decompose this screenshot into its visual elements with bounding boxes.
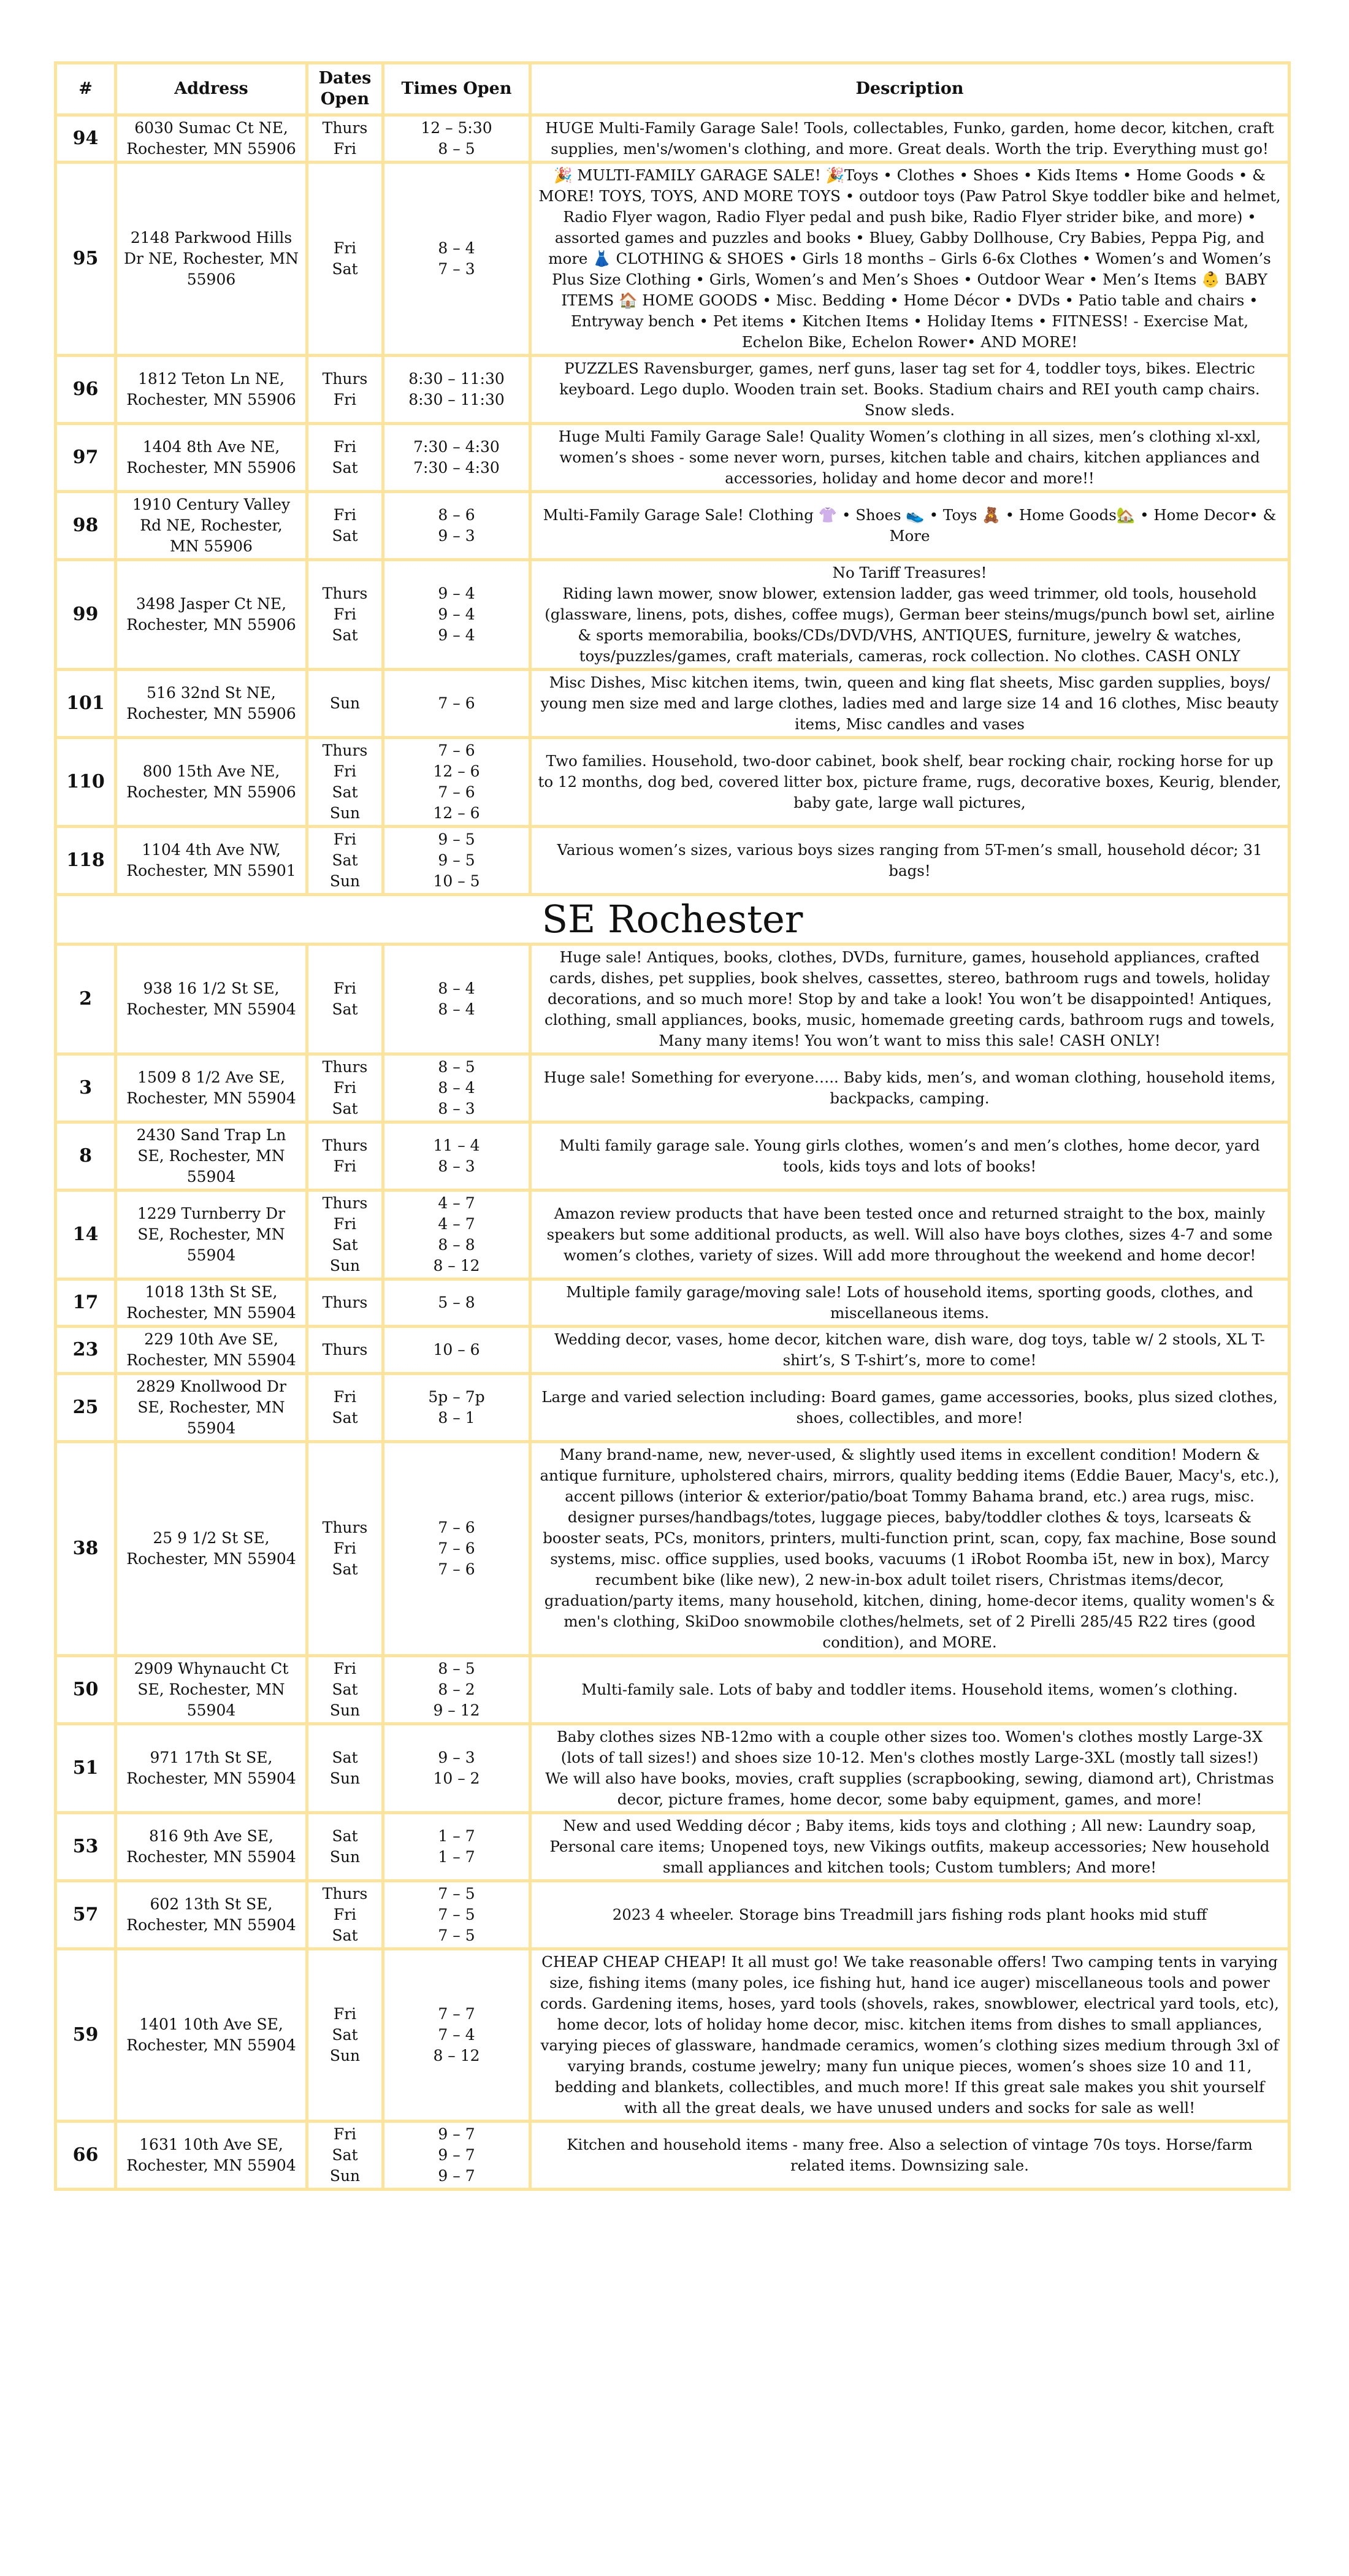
sale-times [383,356,530,424]
sale-times [383,1122,530,1190]
sale-dates [307,1949,383,2122]
sale-address: 1018 13th St SE, Rochester, MN 55904 [116,1279,307,1327]
time-open: 10 – 2 [433,1769,480,1787]
description-line: Riding lawn mower, snow blower, extension ladder, gas weed trimmer, old tools, household (glassware, linens, pots, dishes, coffee mugs), German beer steins/mugs/punch bowl set, airline & sports memorabilia, books/CDs/DVD/VHS, ANTIQUES, furniture, jewelry & watches, toys/puzzles/games, craft materials, cameras, rock collection. No clothes. CASH ONLY [545,585,1275,665]
sale-dates [307,945,383,1054]
date-open: Thurs [322,1885,368,1903]
table-row [56,1122,1290,1190]
time-open: 9 – 5 [438,830,475,848]
sale-address: 816 9th Ave SE, Rochester, MN 55904 [116,1813,307,1881]
time-open: 9 – 3 [438,527,475,545]
date-open: Sun [329,872,361,890]
sale-times [383,2122,530,2190]
sale-number: 99 [56,560,116,670]
time-open: 7:30 – 4:30 [413,438,500,456]
table-row [56,424,1290,492]
header-dates-open: Dates Open [307,63,383,115]
sale-address: 800 15th Ave NE, Rochester, MN 55906 [116,738,307,827]
date-open: Fri [333,1539,357,1557]
sale-description: Huge Multi Family Garage Sale! Quality Women’s clothing in all sizes, men’s clothing xl-xxl, women’s shoes - some never worn, purses, kitchen table and chairs, kitchen appliances and accessories, holiday and home decor and more!! [530,424,1290,492]
sale-address: 229 10th Ave SE, Rochester, MN 55904 [116,1327,307,1374]
sale-times [383,1813,530,1881]
time-open: 7 – 4 [438,2026,475,2044]
sale-times [383,492,530,560]
date-open: Fri [333,140,357,158]
sale-dates [307,2122,383,2190]
sale-number: 96 [56,356,116,424]
table-row [56,1190,1290,1279]
sale-description: Two families. Household, two-door cabinet, book shelf, bear rocking chair, rocking horse for up to 12 months, dog bed, covered litter box, picture frame, rugs, decorative boxes, Keurig, blender, baby gate, large wall pictures, [530,738,1290,827]
sale-dates [307,827,383,895]
sale-address: 2829 Knollwood Dr SE, Rochester, MN 55904 [116,1374,307,1442]
date-open: Sat [332,459,358,477]
sale-dates [307,356,383,424]
sale-description: PUZZLES Ravensburger, games, nerf guns, laser tag set for 4, toddler toys, bikes. Electric keyboard. Lego duplo. Wooden train set. Books. Stadium chairs and REI youth camp chairs. Snow sleds. [530,356,1290,424]
time-open: 9 – 3 [438,1749,475,1766]
date-open: Sat [332,527,358,545]
sale-description: Multi-family sale. Lots of baby and toddler items. Household items, women’s clothing. [530,1656,1290,1724]
sale-description: Wedding decor, vases, home decor, kitchen ware, dish ware, dog toys, table w/ 2 stools, XL T-shirt’s, S T-shirt’s, more to come! [530,1327,1290,1374]
date-open: Fri [333,506,357,524]
sale-address: 6030 Sumac Ct NE, Rochester, MN 55906 [116,115,307,163]
sale-number: 50 [56,1656,116,1724]
sale-times [383,1724,530,1813]
time-open: 10 – 5 [433,872,480,890]
sale-number: 8 [56,1122,116,1190]
sale-number: 59 [56,1949,116,2122]
sale-description: Amazon review products that have been tested once and returned straight to the box, mainly speakers but some additional products, as well. Will also have boys clothes, sizes 4-7 and some women’s clothes, variety of sizes. Will add more throughout the weekend and home decor! [530,1190,1290,1279]
date-open: Fri [333,2125,357,2143]
sale-address: 971 17th St SE, Rochester, MN 55904 [116,1724,307,1813]
sale-description: Multi family garage sale. Young girls clothes, women’s and men’s clothes, home decor, yard tools, kids toys and lots of books! [530,1122,1290,1190]
sale-number: 14 [56,1190,116,1279]
sale-number: 3 [56,1054,116,1122]
date-open: Sat [332,1236,358,1254]
table-row [56,1054,1290,1122]
sale-times [383,827,530,895]
header-times-open: Times Open [383,63,530,115]
date-open: Fri [333,1906,357,1923]
date-open: Sun [329,1257,361,1275]
time-open: 7 – 5 [438,1906,475,1923]
table-row [56,1881,1290,1949]
sale-times [383,1327,530,1374]
date-open: Sat [332,2146,358,2164]
sale-dates [307,1122,383,1190]
description-line: Baby clothes sizes NB-12mo with a couple other sizes too. Women's clothes mostly Large-3X (lots of tall sizes!) and shoes size 10-12. Men's clothes mostly Large-3XL (mostly tall sizes!) [556,1728,1263,1766]
sale-address: 1229 Turnberry Dr SE, Rochester, MN 55904 [116,1190,307,1279]
date-open: Sat [332,1100,358,1117]
header-address: Address [116,63,307,115]
time-open: 11 – 4 [433,1137,480,1154]
table-row [56,163,1290,356]
sale-dates [307,560,383,670]
table-row [56,492,1290,560]
date-open: Fri [333,1157,357,1175]
date-open: Fri [333,438,357,456]
sale-times [383,1949,530,2122]
sale-address: 25 9 1/2 St SE, Rochester, MN 55904 [116,1442,307,1656]
table-row [56,2122,1290,2190]
date-open: Fri [333,762,357,780]
sale-address: 2909 Whynaucht Ct SE, Rochester, MN 55904 [116,1656,307,1724]
sale-address: 1812 Teton Ln NE, Rochester, MN 55906 [116,356,307,424]
table-row [56,356,1290,424]
sale-number: 23 [56,1327,116,1374]
sale-dates [307,670,383,738]
sale-number: 51 [56,1724,116,1813]
sale-times [383,670,530,738]
time-open: 8 – 5 [438,140,475,158]
time-open: 8 – 6 [438,506,475,524]
sale-description: Many brand-name, new, never-used, & slightly used items in excellent condition! Modern & antique furniture, upholstered chairs, mirrors, quality bedding items (Eddie Bauer, Macy's, etc.), accent pillows (interior & exterior/patio/boat Tommy Bahama brand, etc.) area rugs, misc. designer purses/handbags/totes, luggage pieces, baby/toddler clothes & toys, lcarseats & booster seats, PCs, monitors, printers, multi-function print, scan, copy, fax machine, Bose sound systems, misc. office supplies, used books, vacuums (1 iRobot Roomba i5t, new in box), Marcy recumbent bike (like new), 2 new-in-box adult toilet risers, Christmas items/decor, graduation/party items, many household, kitchen, dining, home-decor items, quality women's & men's clothing, SkiDoo snowmobile clothes/helmets, set of 2 Pirelli 285/45 R22 tires (good condition), and MORE. [530,1442,1290,1656]
sale-times [383,115,530,163]
date-open: Thurs [322,119,368,137]
sale-number: 57 [56,1881,116,1949]
sale-dates [307,115,383,163]
time-open: 9 – 7 [438,2146,475,2164]
sale-number: 118 [56,827,116,895]
sale-number: 2 [56,945,116,1054]
time-open: 7 – 6 [438,742,475,759]
table-row [56,945,1290,1054]
sale-dates [307,1813,383,1881]
sale-dates [307,163,383,356]
time-open: 4 – 7 [438,1194,475,1212]
sale-description [530,560,1290,670]
sale-dates [307,738,383,827]
date-open: Sat [332,1749,358,1766]
sale-times [383,1279,530,1327]
time-open: 8 – 3 [438,1100,475,1117]
time-open: 8 – 8 [438,1236,475,1254]
time-open: 8:30 – 11:30 [408,391,505,408]
sale-times [383,1190,530,1279]
sale-description: 2023 4 wheeler. Storage bins Treadmill jars fishing rods plant hooks mid stuff [530,1881,1290,1949]
time-open: 7:30 – 4:30 [413,459,500,477]
sale-dates [307,1279,383,1327]
date-open: Thurs [322,1294,368,1311]
sale-description: Large and varied selection including: Board games, game accessories, books, plus sized clothes, shoes, collectibles, and more! [530,1374,1290,1442]
time-open: 7 – 6 [438,783,475,801]
date-open: Thurs [322,585,368,602]
time-open: 12 – 6 [433,762,480,780]
sale-dates [307,1054,383,1122]
sale-times [383,1054,530,1122]
sale-times [383,1881,530,1949]
description-line: No Tariff Treasures! [832,564,987,581]
time-open: 8 – 5 [438,1058,475,1076]
sale-times [383,1374,530,1442]
sale-dates [307,1374,383,1442]
sale-address: 1631 10th Ave SE, Rochester, MN 55904 [116,2122,307,2190]
table-row [56,1656,1290,1724]
sale-description: Multi-Family Garage Sale! Clothing 👚 • Shoes 👟 • Toys 🧸 • Home Goods🏡 • Home Decor• & More [530,492,1290,560]
sale-number: 110 [56,738,116,827]
sale-number: 94 [56,115,116,163]
time-open: 8 – 4 [438,1079,475,1097]
sale-dates [307,1442,383,1656]
time-open: 8:30 – 11:30 [408,370,505,388]
date-open: Fri [333,1660,357,1677]
time-open: 8 – 5 [438,1660,475,1677]
date-open: Sat [332,2026,358,2044]
sale-address: 1401 10th Ave SE, Rochester, MN 55904 [116,1949,307,2122]
time-open: 7 – 5 [438,1926,475,1944]
garage-sale-listing-page [54,61,1288,2191]
time-open: 9 – 7 [438,2167,475,2185]
sale-times [383,945,530,1054]
table-row [56,670,1290,738]
sale-number: 98 [56,492,116,560]
header-description: Description [530,63,1290,115]
time-open: 12 – 6 [433,804,480,822]
table-row [56,1724,1290,1813]
table-row [56,1327,1290,1374]
sale-times [383,560,530,670]
date-open: Fri [333,605,357,623]
date-open: Sun [329,694,361,712]
sale-dates [307,1724,383,1813]
table-header-row [56,63,1290,115]
time-open: 12 – 5:30 [421,119,492,137]
description-line: We will also have books, movies, craft supplies (scrapbooking, sewing, diamond art), Christmas decor, picture frames, home decor, some baby equipment, games, and more! [545,1769,1274,1808]
table-row [56,827,1290,895]
sale-number: 38 [56,1442,116,1656]
date-open: Fri [333,1079,357,1097]
date-open: Sun [329,1769,361,1787]
date-open: Fri [333,1388,357,1406]
table-row [56,1949,1290,2122]
date-open: Sun [329,2167,361,2185]
sale-description: Misc Dishes, Misc kitchen items, twin, queen and king flat sheets, Misc garden supplies, boys/ young men size med and large clothes, ladies med and large size 14 and 16 clothes, Misc beauty items, Misc candles and vases [530,670,1290,738]
sale-times [383,1656,530,1724]
date-open: Thurs [322,1519,368,1536]
time-open: 9 – 4 [438,626,475,644]
date-open: Thurs [322,370,368,388]
sale-number: 95 [56,163,116,356]
date-open: Fri [333,830,357,848]
date-open: Thurs [322,1058,368,1076]
time-open: 1 – 7 [438,1827,475,1845]
sale-dates [307,424,383,492]
date-open: Sun [329,1848,361,1866]
sale-description: Huge sale! Something for everyone….. Baby kids, men’s, and woman clothing, household items, backpacks, camping. [530,1054,1290,1122]
date-open: Sun [329,804,361,822]
sale-address: 1404 8th Ave NE, Rochester, MN 55906 [116,424,307,492]
date-open: Fri [333,239,357,257]
sale-address: 1509 8 1/2 Ave SE, Rochester, MN 55904 [116,1054,307,1122]
sale-description: Kitchen and household items - many free. Also a selection of vintage 70s toys. Horse/farm related items. Downsizing sale. [530,2122,1290,2190]
time-open: 7 – 3 [438,260,475,278]
time-open: 7 – 6 [438,1560,475,1578]
table-row [56,738,1290,827]
sale-number: 25 [56,1374,116,1442]
time-open: 8 – 12 [433,1257,480,1275]
sale-times [383,1442,530,1656]
sale-number: 97 [56,424,116,492]
time-open: 7 – 5 [438,1885,475,1903]
sale-dates [307,1190,383,1279]
time-open: 7 – 6 [438,1519,475,1536]
time-open: 8 – 1 [438,1409,475,1427]
time-open: 8 – 2 [438,1681,475,1698]
time-open: 9 – 7 [438,2125,475,2143]
sale-description: 🎉 MULTI-FAMILY GARAGE SALE! 🎉Toys • Clothes • Shoes • Kids Items • Home Goods • & MORE! TOYS, TOYS, AND MORE TOYS • outdoor toys (Paw Patrol Skye toddler bike and helmet, Radio Flyer wagon, Radio Flyer pedal and push bike, Radio Flyer strider bike, and more) • assorted games and puzzles and books • Bluey, Gabby Dollhouse, Cry Babies, Peppa Pig, and more 👗 CLOTHING & SHOES • Girls 18 months – Girls 6-6x Clothes • Women’s and Women’s Plus Size Clothing • Girls, Women’s and Men’s Shoes • Outdoor Wear • Men’s Items 👶 BABY ITEMS 🏠 HOME GOODS • Misc. Bedding • Home Décor • DVDs • Patio table and chairs • Entryway bench • Pet items • Kitchen Items • Holiday Items • FITNESS! - Exercise Mat, Echelon Bike, Echelon Rower• AND MORE! [530,163,1290,356]
sale-times [383,424,530,492]
time-open: 8 – 4 [438,979,475,997]
sale-address: 602 13th St SE, Rochester, MN 55904 [116,1881,307,1949]
date-open: Sat [332,1926,358,1944]
sale-address: 1910 Century Valley Rd NE, Rochester, MN 55906 [116,492,307,560]
time-open: 7 – 7 [438,2005,475,2023]
section-title: SE Rochester [56,895,1290,945]
sale-description: New and used Wedding décor ; Baby items, kids toys and clothing ; All new: Laundry soap, Personal care items; Unopened toys, new Vikings outfits, makeup accessories; New household small appliances and kitchen tools; Custom tumblers; And more! [530,1813,1290,1881]
sale-number: 66 [56,2122,116,2190]
date-open: Sat [332,851,358,869]
time-open: 8 – 3 [438,1157,475,1175]
time-open: 9 – 4 [438,605,475,623]
time-open: 9 – 12 [433,1701,480,1719]
time-open: 7 – 6 [438,694,475,712]
date-open: Sun [329,1701,361,1719]
sale-description: Multiple family garage/moving sale! Lots of household items, sporting goods, clothes, and miscellaneous items. [530,1279,1290,1327]
date-open: Sat [332,783,358,801]
date-open: Fri [333,979,357,997]
sale-description: HUGE Multi-Family Garage Sale! Tools, collectables, Funko, garden, home decor, kitchen, craft supplies, men's/women's clothing, and more. Great deals. Worth the trip. Everything must go! [530,115,1290,163]
section-header-row [56,895,1290,945]
time-open: 5p – 7p [428,1388,485,1406]
sale-description: CHEAP CHEAP CHEAP! It all must go! We take reasonable offers! Two camping tents in varying size, fishing items (many poles, ice fishing hut, hand ice auger) miscellaneous tools and power cords. Gardening items, hoses, yard tools (shovels, rakes, snowblower, electrical yard tools, etc), home decor, lots of holiday home decor, misc. kitchen items from dishes to small appliances, varying pieces of glassware, handmade ceramics, women’s clothing sizes medium through 3xl of varying brands, costume jewelry; many fun unique pieces, women’s shoes size 10 and 11, bedding and blankets, collectibles, and much more! If this great sale makes you shit yourself with all the great deals, we have unused unders and socks for sale as well! [530,1949,1290,2122]
date-open: Sat [332,1827,358,1845]
date-open: Thurs [322,742,368,759]
time-open: 8 – 4 [438,1000,475,1018]
time-open: 8 – 12 [433,2047,480,2064]
sale-times [383,738,530,827]
sale-dates [307,1656,383,1724]
sale-address: 2148 Parkwood Hills Dr NE, Rochester, MN 55906 [116,163,307,356]
time-open: 1 – 7 [438,1848,475,1866]
table-row [56,1813,1290,1881]
table-row [56,560,1290,670]
sale-times [383,163,530,356]
date-open: Sun [329,2047,361,2064]
date-open: Sat [332,1560,358,1578]
sale-description: Various women’s sizes, various boys sizes ranging from 5T-men’s small, household décor; 31 bags! [530,827,1290,895]
date-open: Thurs [322,1137,368,1154]
sale-number: 17 [56,1279,116,1327]
table-body [56,115,1290,2190]
sale-dates [307,492,383,560]
header-number: # [56,63,116,115]
sale-address: 2430 Sand Trap Ln SE, Rochester, MN 55904 [116,1122,307,1190]
time-open: 9 – 5 [438,851,475,869]
table-row [56,1279,1290,1327]
time-open: 7 – 6 [438,1539,475,1557]
date-open: Sat [332,1000,358,1018]
date-open: Sat [332,260,358,278]
sale-description [530,1724,1290,1813]
sale-dates [307,1881,383,1949]
time-open: 5 – 8 [438,1294,475,1311]
sale-dates [307,1327,383,1374]
sale-address: 938 16 1/2 St SE, Rochester, MN 55904 [116,945,307,1054]
date-open: Fri [333,391,357,408]
sale-address: 516 32nd St NE, Rochester, MN 55906 [116,670,307,738]
date-open: Fri [333,1215,357,1233]
sale-address: 3498 Jasper Ct NE, Rochester, MN 55906 [116,560,307,670]
time-open: 8 – 4 [438,239,475,257]
sale-description: Huge sale! Antiques, books, clothes, DVDs, furniture, games, household appliances, crafted cards, dishes, pet supplies, book shelves, cassettes, stereo, bathroom rugs and towels, holiday decorations, and so much more! Stop by and take a look! You won’t be disappointed! Antiques, clothing, small appliances, books, music, homemade greeting cards, bathroom rugs and towels, Many many items! You won’t want to miss this sale! CASH ONLY! [530,945,1290,1054]
date-open: Sat [332,626,358,644]
date-open: Sat [332,1681,358,1698]
sale-number: 53 [56,1813,116,1881]
time-open: 9 – 4 [438,585,475,602]
garage-sale-table [54,61,1291,2191]
date-open: Fri [333,2005,357,2023]
date-open: Sat [332,1409,358,1427]
sale-number: 101 [56,670,116,738]
time-open: 4 – 7 [438,1215,475,1233]
date-open: Thurs [322,1194,368,1212]
sale-address: 1104 4th Ave NW, Rochester, MN 55901 [116,827,307,895]
table-row [56,115,1290,163]
time-open: 10 – 6 [433,1341,480,1359]
date-open: Thurs [322,1341,368,1359]
table-row [56,1374,1290,1442]
table-row [56,1442,1290,1656]
